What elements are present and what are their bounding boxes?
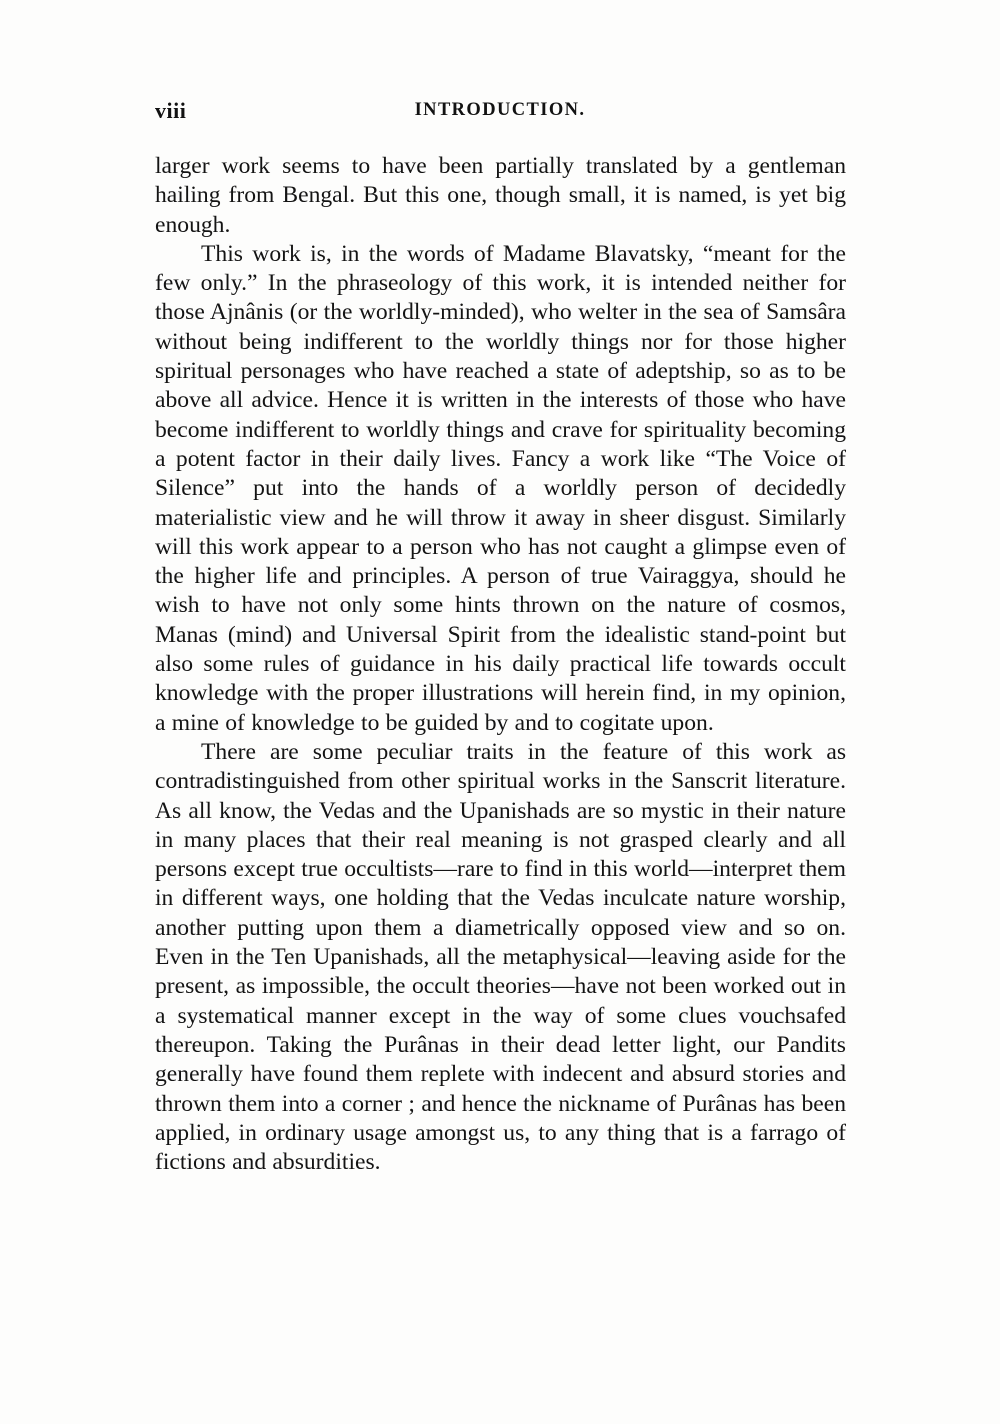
running-head (155, 98, 845, 128)
paragraph-this-work-is: This work is, in the words of Madame Blavatsky, “meant for the few only.” In the phraseology of this work, it is intended neither for those Ajnânis (or the worldly-minded), who welter in the sea of Samsâra without being indifferent to the worldly things nor for those higher spiritual personages who have reached a state of adeptship, so as to be above all advice. Hence it is written in the interests of those who have become indifferent to worldly things and crave for spirituality becoming a potent factor in their daily lives. Fancy a work like “The Voice of Silence” put into the hands of a worldly person of decidedly materialistic view and he will throw it away in sheer disgust. Similarly will this work appear to a person who has not caught a glimpse even of the higher life and principles. A person of true Vairaggya, should he wish to have not only some hints thrown on the nature of cosmos, Manas (mind) and Universal Spirit from the idealistic stand-point but also some rules of guidance in his daily practical life towards occult knowledge with the proper illustrations will herein find, in my opinion, a mine of knowledge to be guided by and to cogitate upon. (155, 240, 846, 736)
body-text-block (155, 152, 846, 1177)
paragraph-peculiar-traits: There are some peculiar traits in the feature of this work as contradistinguished from other spiritual works in the Sanscrit literature. As all know, the Vedas and the Upanishads are so mystic in their nature in many places that their real meaning is not grasped clearly and all persons except true occultists—rare to find in this world—interpret them in different ways, one holding that the Vedas inculcate nature worship, another putting upon them a diametrically opposed view and so on. Even in the Ten Upanishads, all the metaphysical—leaving aside for the present, as impossible, the occult theories—have not been worked out in a systematical manner except in the way of some clues vouchsafed thereupon. Taking the Purânas in their dead letter light, our Pandits generally have found them replete with indecent and absurd stories and thrown them into a corner ; and hence the nickname of Purânas has been applied, in ordinary usage amongst us, to any thing that is a farrago of fictions and absurdities. (155, 738, 846, 1176)
page-number: viii (155, 98, 187, 123)
running-head-title: INTRODUCTION. (414, 100, 586, 120)
paragraph-continued: larger work seems to have been partially translated by a gentleman hailing from Bengal. But this one, though small, it is named, is yet big enough. (155, 153, 846, 238)
